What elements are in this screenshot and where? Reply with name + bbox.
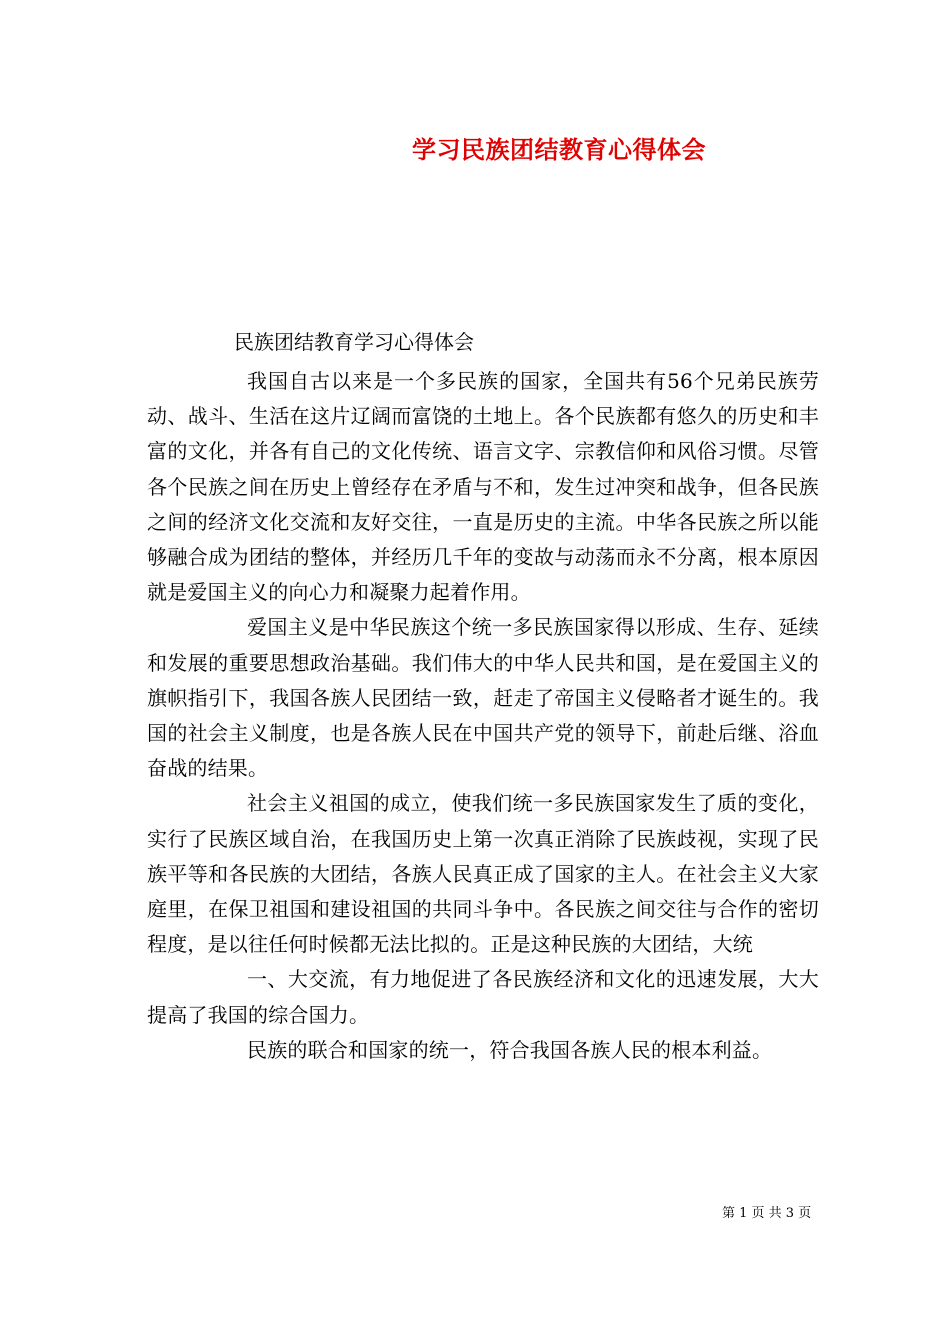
document-body: [147, 364, 819, 1068]
page-number-footer: 第 1 页 共 3 页: [722, 1206, 812, 1221]
paragraph: 爱国主义是中华民族这个统一多民族国家得以形成、生存、延续和发展的重要思想政治基础。我们伟大的中华人民共和国，是在爱国主义的旗帜指引下，我国各族人民团结一致，赶走了帝国主义侵略者才诞生的。我国的社会主义制度，也是各族人民在中国共产党的领导下，前赴后继、浴血奋战的结果。: [147, 615, 819, 781]
paragraph: 一、大交流，有力地促进了各民族经济和文化的迅速发展，大大提高了我国的综合国力。: [147, 967, 819, 1027]
paragraph: 民族的联合和国家的统一，符合我国各族人民的根本利益。: [247, 1037, 773, 1062]
paragraph: 社会主义祖国的成立，使我们统一多民族国家发生了质的变化，实行了民族区域自治，在我国历史上第一次真正消除了民族歧视，实现了民族平等和各民族的大团结，各族人民真正成了国家的主人。在社会主义大家庭里，在保卫祖国和建设祖国的共同斗争中。各民族之间交往与合作的密切程度，是以往任何时候都无法比拟的。正是这种民族的大团结，大统: [147, 791, 819, 957]
paragraph: 我国自古以来是一个多民族的国家，全国共有56个兄弟民族劳动、战斗、生活在这片辽阔而富饶的土地上。各个民族都有悠久的历史和丰富的文化，并各有自己的文化传统、语言文字、宗教信仰和风俗习惯。尽管各个民族之间在历史上曾经存在矛盾与不和，发生过冲突和战争，但各民族之间的经济文化交流和友好交往，一直是历史的主流。中华各民族之所以能够融合成为团结的整体，并经历几千年的变故与动荡而永不分离，根本原因就是爱国主义的向心力和凝聚力起着作用。: [147, 369, 819, 605]
document-subtitle: 民族团结教育学习心得体会: [234, 330, 474, 354]
document-title: 学习民族团结教育心得体会: [412, 135, 706, 164]
